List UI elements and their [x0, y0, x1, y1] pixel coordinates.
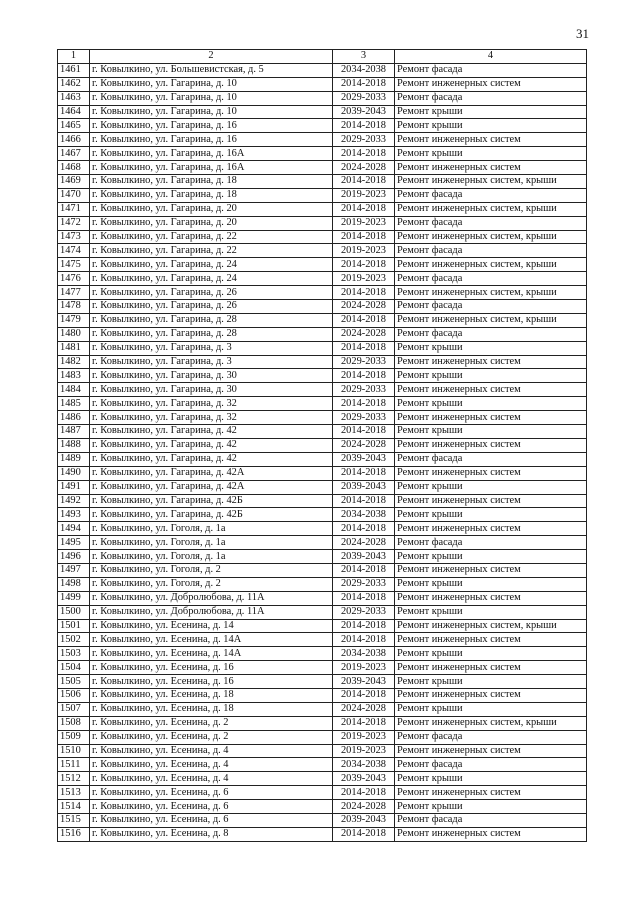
- address-cell: г. Ковылкино, ул. Есенина, д. 14А: [90, 647, 333, 661]
- period-cell: 2024-2028: [333, 438, 395, 452]
- table-row: [58, 786, 587, 800]
- address-cell: г. Ковылкино, ул. Гоголя, д. 2: [90, 563, 333, 577]
- row-number-cell: 1493: [58, 508, 90, 522]
- work-type-cell: Ремонт инженерных систем: [395, 133, 587, 147]
- address-cell: г. Ковылкино, ул. Гагарина, д. 24: [90, 272, 333, 286]
- column-header-work-type: 4: [395, 50, 587, 64]
- table-row: [58, 452, 587, 466]
- address-cell: г. Ковылкино, ул. Гагарина, д. 20: [90, 216, 333, 230]
- row-number-cell: 1490: [58, 466, 90, 480]
- table-row: [58, 425, 587, 439]
- work-type-cell: Ремонт крыши: [395, 480, 587, 494]
- period-cell: 2024-2028: [333, 327, 395, 341]
- period-cell: 2014-2018: [333, 522, 395, 536]
- period-cell: 2014-2018: [333, 786, 395, 800]
- work-type-cell: Ремонт крыши: [395, 119, 587, 133]
- work-type-cell: Ремонт инженерных систем: [395, 633, 587, 647]
- row-number-cell: 1505: [58, 675, 90, 689]
- work-type-cell: Ремонт крыши: [395, 369, 587, 383]
- period-cell: 2014-2018: [333, 425, 395, 439]
- address-cell: г. Ковылкино, ул. Гагарина, д. 3: [90, 341, 333, 355]
- address-cell: г. Ковылкино, ул. Гоголя, д. 1а: [90, 522, 333, 536]
- period-cell: 2024-2028: [333, 161, 395, 175]
- table-row: [58, 77, 587, 91]
- row-number-cell: 1504: [58, 661, 90, 675]
- period-cell: 2014-2018: [333, 716, 395, 730]
- row-number-cell: 1508: [58, 716, 90, 730]
- table-row: [58, 466, 587, 480]
- period-cell: 2014-2018: [333, 591, 395, 605]
- address-cell: г. Ковылкино, ул. Гагарина, д. 22: [90, 244, 333, 258]
- row-number-cell: 1488: [58, 438, 90, 452]
- address-cell: г. Ковылкино, ул. Есенина, д. 4: [90, 772, 333, 786]
- table-row: [58, 550, 587, 564]
- row-number-cell: 1502: [58, 633, 90, 647]
- period-cell: 2034-2038: [333, 508, 395, 522]
- work-type-cell: Ремонт инженерных систем, крыши: [395, 258, 587, 272]
- work-type-cell: Ремонт фасада: [395, 188, 587, 202]
- row-number-cell: 1465: [58, 119, 90, 133]
- period-cell: 2039-2043: [333, 550, 395, 564]
- address-cell: г. Ковылкино, ул. Гагарина, д. 42А: [90, 480, 333, 494]
- period-cell: 2019-2023: [333, 216, 395, 230]
- period-cell: 2039-2043: [333, 105, 395, 119]
- work-type-cell: Ремонт инженерных систем: [395, 383, 587, 397]
- address-cell: г. Ковылкино, ул. Гагарина, д. 16А: [90, 147, 333, 161]
- work-type-cell: Ремонт фасада: [395, 91, 587, 105]
- period-cell: 2014-2018: [333, 258, 395, 272]
- row-number-cell: 1476: [58, 272, 90, 286]
- work-type-cell: Ремонт крыши: [395, 508, 587, 522]
- address-cell: г. Ковылкино, ул. Гагарина, д. 42Б: [90, 508, 333, 522]
- table-row: [58, 147, 587, 161]
- column-header-period: 3: [333, 50, 395, 64]
- work-type-cell: Ремонт инженерных систем: [395, 563, 587, 577]
- address-cell: г. Ковылкино, ул. Есенина, д. 2: [90, 716, 333, 730]
- address-cell: г. Ковылкино, ул. Гагарина, д. 32: [90, 411, 333, 425]
- work-type-cell: Ремонт инженерных систем: [395, 827, 587, 841]
- period-cell: 2019-2023: [333, 744, 395, 758]
- address-cell: г. Ковылкино, ул. Есенина, д. 8: [90, 827, 333, 841]
- period-cell: 2029-2033: [333, 605, 395, 619]
- work-type-cell: Ремонт инженерных систем: [395, 786, 587, 800]
- work-type-cell: Ремонт крыши: [395, 647, 587, 661]
- row-number-cell: 1501: [58, 619, 90, 633]
- table-row: [58, 327, 587, 341]
- address-cell: г. Ковылкино, ул. Есенина, д. 2: [90, 730, 333, 744]
- address-cell: г. Ковылкино, ул. Гагарина, д. 3: [90, 355, 333, 369]
- row-number-cell: 1478: [58, 300, 90, 314]
- table-row: [58, 161, 587, 175]
- work-type-cell: Ремонт инженерных систем, крыши: [395, 175, 587, 189]
- row-number-cell: 1466: [58, 133, 90, 147]
- row-number-cell: 1500: [58, 605, 90, 619]
- row-number-cell: 1483: [58, 369, 90, 383]
- table-row: [58, 202, 587, 216]
- row-number-cell: 1499: [58, 591, 90, 605]
- address-cell: г. Ковылкино, ул. Добролюбова, д. 11А: [90, 605, 333, 619]
- period-cell: 2014-2018: [333, 286, 395, 300]
- address-cell: г. Ковылкино, ул. Гагарина, д. 24: [90, 258, 333, 272]
- address-cell: г. Ковылкино, ул. Гагарина, д. 10: [90, 77, 333, 91]
- table-row: [58, 813, 587, 827]
- table-row: [58, 119, 587, 133]
- row-number-cell: 1487: [58, 425, 90, 439]
- address-cell: г. Ковылкино, ул. Гагарина, д. 20: [90, 202, 333, 216]
- row-number-cell: 1489: [58, 452, 90, 466]
- work-type-cell: Ремонт фасада: [395, 216, 587, 230]
- period-cell: 2029-2033: [333, 411, 395, 425]
- address-cell: г. Ковылкино, ул. Гагарина, д. 30: [90, 383, 333, 397]
- table-row: [58, 355, 587, 369]
- work-type-cell: Ремонт крыши: [395, 425, 587, 439]
- table-row: [58, 494, 587, 508]
- address-cell: г. Ковылкино, ул. Гагарина, д. 18: [90, 175, 333, 189]
- column-header-number: 1: [58, 50, 90, 64]
- work-type-cell: Ремонт фасада: [395, 327, 587, 341]
- row-number-cell: 1494: [58, 522, 90, 536]
- row-number-cell: 1485: [58, 397, 90, 411]
- row-number-cell: 1481: [58, 341, 90, 355]
- table-row: [58, 188, 587, 202]
- table-header-row: [58, 50, 587, 64]
- period-cell: 2039-2043: [333, 675, 395, 689]
- repair-schedule-table: [57, 49, 587, 842]
- period-cell: 2024-2028: [333, 300, 395, 314]
- work-type-cell: Ремонт крыши: [395, 702, 587, 716]
- row-number-cell: 1463: [58, 91, 90, 105]
- work-type-cell: Ремонт фасада: [395, 536, 587, 550]
- row-number-cell: 1512: [58, 772, 90, 786]
- address-cell: г. Ковылкино, ул. Гоголя, д. 1а: [90, 536, 333, 550]
- work-type-cell: Ремонт фасада: [395, 452, 587, 466]
- work-type-cell: Ремонт инженерных систем: [395, 522, 587, 536]
- period-cell: 2014-2018: [333, 119, 395, 133]
- table-row: [58, 688, 587, 702]
- period-cell: 2019-2023: [333, 661, 395, 675]
- period-cell: 2034-2038: [333, 647, 395, 661]
- address-cell: г. Ковылкино, ул. Гагарина, д. 32: [90, 397, 333, 411]
- table-row: [58, 313, 587, 327]
- row-number-cell: 1498: [58, 577, 90, 591]
- table-row: [58, 647, 587, 661]
- work-type-cell: Ремонт инженерных систем, крыши: [395, 313, 587, 327]
- address-cell: г. Ковылкино, ул. Гагарина, д. 30: [90, 369, 333, 383]
- address-cell: г. Ковылкино, ул. Есенина, д. 6: [90, 800, 333, 814]
- table-row: [58, 633, 587, 647]
- address-cell: г. Ковылкино, ул. Гагарина, д. 26: [90, 300, 333, 314]
- work-type-cell: Ремонт инженерных систем, крыши: [395, 202, 587, 216]
- period-cell: 2014-2018: [333, 563, 395, 577]
- address-cell: г. Ковылкино, ул. Гагарина, д. 42А: [90, 466, 333, 480]
- table-row: [58, 133, 587, 147]
- work-type-cell: Ремонт инженерных систем, крыши: [395, 230, 587, 244]
- work-type-cell: Ремонт крыши: [395, 800, 587, 814]
- row-number-cell: 1477: [58, 286, 90, 300]
- row-number-cell: 1484: [58, 383, 90, 397]
- address-cell: г. Ковылкино, ул. Есенина, д. 14А: [90, 633, 333, 647]
- row-number-cell: 1495: [58, 536, 90, 550]
- row-number-cell: 1468: [58, 161, 90, 175]
- address-cell: г. Ковылкино, ул. Добролюбова, д. 11А: [90, 591, 333, 605]
- address-cell: г. Ковылкино, ул. Гагарина, д. 16А: [90, 161, 333, 175]
- row-number-cell: 1471: [58, 202, 90, 216]
- address-cell: г. Ковылкино, ул. Есенина, д. 6: [90, 786, 333, 800]
- table-row: [58, 258, 587, 272]
- address-cell: г. Ковылкино, ул. Есенина, д. 18: [90, 702, 333, 716]
- address-cell: г. Ковылкино, ул. Гоголя, д. 2: [90, 577, 333, 591]
- period-cell: 2029-2033: [333, 355, 395, 369]
- work-type-cell: Ремонт крыши: [395, 772, 587, 786]
- row-number-cell: 1464: [58, 105, 90, 119]
- period-cell: 2014-2018: [333, 175, 395, 189]
- row-number-cell: 1516: [58, 827, 90, 841]
- work-type-cell: Ремонт инженерных систем: [395, 591, 587, 605]
- work-type-cell: Ремонт инженерных систем: [395, 438, 587, 452]
- work-type-cell: Ремонт фасада: [395, 63, 587, 77]
- period-cell: 2019-2023: [333, 244, 395, 258]
- table-row: [58, 383, 587, 397]
- period-cell: 2014-2018: [333, 397, 395, 411]
- address-cell: г. Ковылкино, ул. Есенина, д. 18: [90, 688, 333, 702]
- address-cell: г. Ковылкино, ул. Гагарина, д. 16: [90, 119, 333, 133]
- table-row: [58, 619, 587, 633]
- period-cell: 2039-2043: [333, 813, 395, 827]
- table-row: [58, 480, 587, 494]
- period-cell: 2014-2018: [333, 341, 395, 355]
- row-number-cell: 1480: [58, 327, 90, 341]
- table-row: [58, 730, 587, 744]
- period-cell: 2014-2018: [333, 827, 395, 841]
- period-cell: 2029-2033: [333, 383, 395, 397]
- table-row: [58, 591, 587, 605]
- work-type-cell: Ремонт инженерных систем, крыши: [395, 716, 587, 730]
- row-number-cell: 1474: [58, 244, 90, 258]
- table-row: [58, 744, 587, 758]
- address-cell: г. Ковылкино, ул. Есенина, д. 14: [90, 619, 333, 633]
- period-cell: 2014-2018: [333, 466, 395, 480]
- row-number-cell: 1467: [58, 147, 90, 161]
- table-row: [58, 438, 587, 452]
- table-row: [58, 244, 587, 258]
- row-number-cell: 1515: [58, 813, 90, 827]
- work-type-cell: Ремонт инженерных систем: [395, 494, 587, 508]
- period-cell: 2039-2043: [333, 480, 395, 494]
- period-cell: 2014-2018: [333, 313, 395, 327]
- work-type-cell: Ремонт крыши: [395, 675, 587, 689]
- table-row: [58, 397, 587, 411]
- row-number-cell: 1513: [58, 786, 90, 800]
- table-row: [58, 800, 587, 814]
- address-cell: г. Ковылкино, ул. Гагарина, д. 42: [90, 438, 333, 452]
- work-type-cell: Ремонт фасада: [395, 272, 587, 286]
- table-row: [58, 105, 587, 119]
- table-row: [58, 772, 587, 786]
- work-type-cell: Ремонт инженерных систем: [395, 77, 587, 91]
- period-cell: 2024-2028: [333, 800, 395, 814]
- row-number-cell: 1479: [58, 313, 90, 327]
- page-number: 31: [576, 26, 589, 41]
- period-cell: 2029-2033: [333, 133, 395, 147]
- table-row: [58, 827, 587, 841]
- table-row: [58, 286, 587, 300]
- period-cell: 2039-2043: [333, 452, 395, 466]
- work-type-cell: Ремонт инженерных систем: [395, 161, 587, 175]
- table-row: [58, 702, 587, 716]
- period-cell: 2024-2028: [333, 702, 395, 716]
- address-cell: г. Ковылкино, ул. Гагарина, д. 42Б: [90, 494, 333, 508]
- period-cell: 2014-2018: [333, 77, 395, 91]
- period-cell: 2034-2038: [333, 63, 395, 77]
- address-cell: г. Ковылкино, ул. Гагарина, д. 42: [90, 425, 333, 439]
- row-number-cell: 1492: [58, 494, 90, 508]
- table-row: [58, 675, 587, 689]
- table-row: [58, 300, 587, 314]
- work-type-cell: Ремонт инженерных систем: [395, 744, 587, 758]
- work-type-cell: Ремонт фасада: [395, 758, 587, 772]
- work-type-cell: Ремонт фасада: [395, 300, 587, 314]
- period-cell: 2019-2023: [333, 188, 395, 202]
- table-row: [58, 272, 587, 286]
- period-cell: 2039-2043: [333, 772, 395, 786]
- period-cell: 2014-2018: [333, 202, 395, 216]
- period-cell: 2014-2018: [333, 230, 395, 244]
- row-number-cell: 1475: [58, 258, 90, 272]
- row-number-cell: 1511: [58, 758, 90, 772]
- period-cell: 2024-2028: [333, 536, 395, 550]
- row-number-cell: 1514: [58, 800, 90, 814]
- table-row: [58, 563, 587, 577]
- row-number-cell: 1497: [58, 563, 90, 577]
- address-cell: г. Ковылкино, ул. Гагарина, д. 18: [90, 188, 333, 202]
- period-cell: 2014-2018: [333, 494, 395, 508]
- work-type-cell: Ремонт инженерных систем: [395, 411, 587, 425]
- work-type-cell: Ремонт крыши: [395, 397, 587, 411]
- address-cell: г. Ковылкино, ул. Гагарина, д. 10: [90, 105, 333, 119]
- table-row: [58, 508, 587, 522]
- work-type-cell: Ремонт крыши: [395, 105, 587, 119]
- row-number-cell: 1503: [58, 647, 90, 661]
- period-cell: 2029-2033: [333, 91, 395, 105]
- address-cell: г. Ковылкино, ул. Есенина, д. 16: [90, 661, 333, 675]
- address-cell: г. Ковылкино, ул. Есенина, д. 6: [90, 813, 333, 827]
- table-row: [58, 230, 587, 244]
- address-cell: г. Ковылкино, ул. Есенина, д. 16: [90, 675, 333, 689]
- table-row: [58, 536, 587, 550]
- work-type-cell: Ремонт крыши: [395, 550, 587, 564]
- address-cell: г. Ковылкино, ул. Гагарина, д. 42: [90, 452, 333, 466]
- table-row: [58, 661, 587, 675]
- work-type-cell: Ремонт инженерных систем: [395, 688, 587, 702]
- work-type-cell: Ремонт фасада: [395, 730, 587, 744]
- table-row: [58, 577, 587, 591]
- period-cell: 2014-2018: [333, 633, 395, 647]
- period-cell: 2019-2023: [333, 730, 395, 744]
- work-type-cell: Ремонт инженерных систем, крыши: [395, 286, 587, 300]
- table-row: [58, 758, 587, 772]
- table-row: [58, 522, 587, 536]
- row-number-cell: 1470: [58, 188, 90, 202]
- address-cell: г. Ковылкино, ул. Гагарина, д. 16: [90, 133, 333, 147]
- row-number-cell: 1491: [58, 480, 90, 494]
- row-number-cell: 1473: [58, 230, 90, 244]
- work-type-cell: Ремонт инженерных систем: [395, 355, 587, 369]
- row-number-cell: 1462: [58, 77, 90, 91]
- period-cell: 2014-2018: [333, 369, 395, 383]
- period-cell: 2034-2038: [333, 758, 395, 772]
- address-cell: г. Ковылкино, ул. Есенина, д. 4: [90, 744, 333, 758]
- table-row: [58, 369, 587, 383]
- work-type-cell: Ремонт крыши: [395, 147, 587, 161]
- address-cell: г. Ковылкино, ул. Гагарина, д. 10: [90, 91, 333, 105]
- table-row: [58, 216, 587, 230]
- work-type-cell: Ремонт крыши: [395, 341, 587, 355]
- period-cell: 2019-2023: [333, 272, 395, 286]
- table-row: [58, 63, 587, 77]
- row-number-cell: 1472: [58, 216, 90, 230]
- address-cell: г. Ковылкино, ул. Гагарина, д. 28: [90, 313, 333, 327]
- table-row: [58, 341, 587, 355]
- period-cell: 2014-2018: [333, 147, 395, 161]
- table-row: [58, 716, 587, 730]
- work-type-cell: Ремонт инженерных систем: [395, 661, 587, 675]
- address-cell: г. Ковылкино, ул. Гагарина, д. 26: [90, 286, 333, 300]
- row-number-cell: 1509: [58, 730, 90, 744]
- row-number-cell: 1507: [58, 702, 90, 716]
- work-type-cell: Ремонт фасада: [395, 244, 587, 258]
- period-cell: 2014-2018: [333, 619, 395, 633]
- row-number-cell: 1482: [58, 355, 90, 369]
- address-cell: г. Ковылкино, ул. Гагарина, д. 28: [90, 327, 333, 341]
- row-number-cell: 1486: [58, 411, 90, 425]
- row-number-cell: 1469: [58, 175, 90, 189]
- row-number-cell: 1461: [58, 63, 90, 77]
- work-type-cell: Ремонт инженерных систем: [395, 466, 587, 480]
- row-number-cell: 1510: [58, 744, 90, 758]
- work-type-cell: Ремонт инженерных систем, крыши: [395, 619, 587, 633]
- period-cell: 2014-2018: [333, 688, 395, 702]
- work-type-cell: Ремонт крыши: [395, 577, 587, 591]
- address-cell: г. Ковылкино, ул. Большевистская, д. 5: [90, 63, 333, 77]
- work-type-cell: Ремонт крыши: [395, 605, 587, 619]
- table-row: [58, 175, 587, 189]
- table-row: [58, 605, 587, 619]
- address-cell: г. Ковылкино, ул. Гагарина, д. 22: [90, 230, 333, 244]
- row-number-cell: 1496: [58, 550, 90, 564]
- column-header-address: 2: [90, 50, 333, 64]
- row-number-cell: 1506: [58, 688, 90, 702]
- work-type-cell: Ремонт фасада: [395, 813, 587, 827]
- table-row: [58, 411, 587, 425]
- address-cell: г. Ковылкино, ул. Гоголя, д. 1а: [90, 550, 333, 564]
- table-row: [58, 91, 587, 105]
- address-cell: г. Ковылкино, ул. Есенина, д. 4: [90, 758, 333, 772]
- period-cell: 2029-2033: [333, 577, 395, 591]
